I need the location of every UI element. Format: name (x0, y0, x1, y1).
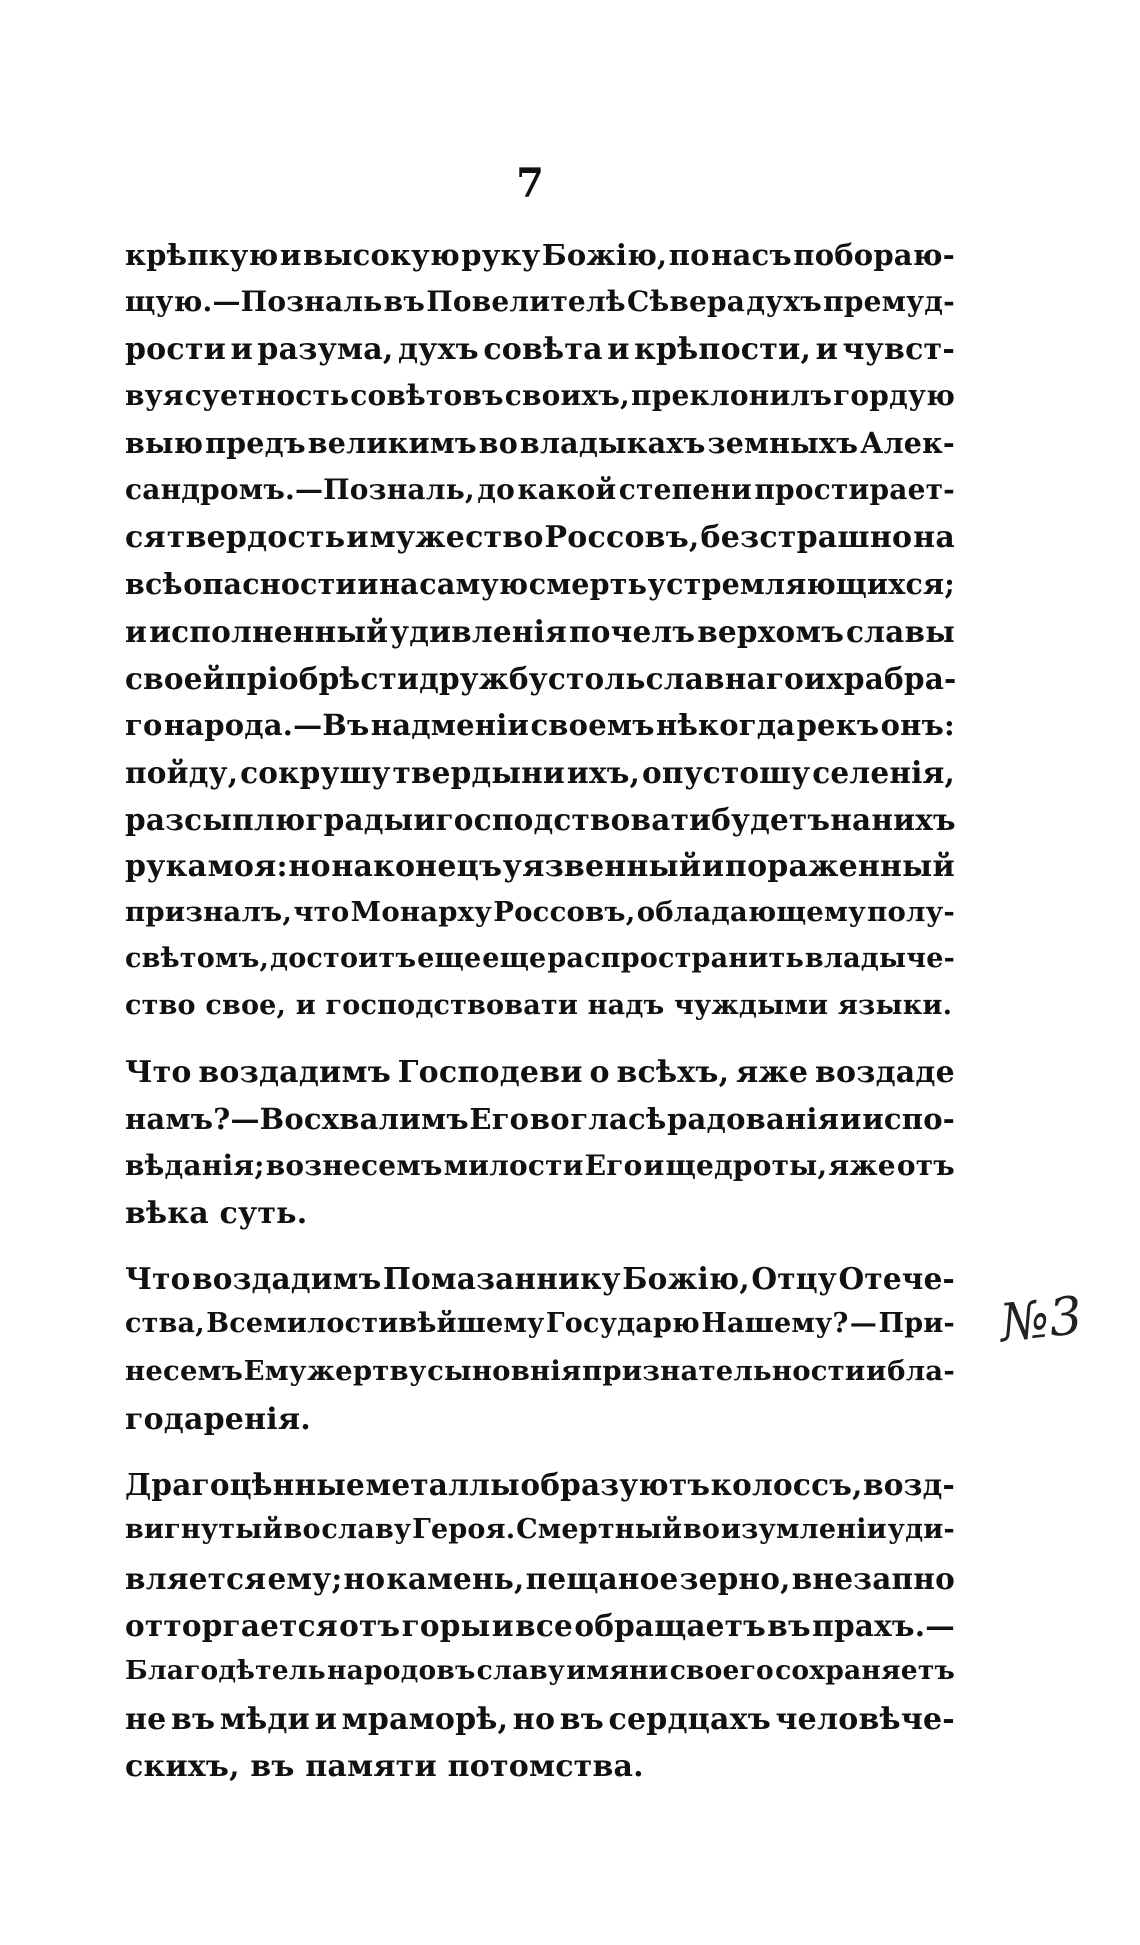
word: опустошу (642, 755, 811, 790)
word: Ему (243, 1355, 307, 1387)
word: вѣданія; (125, 1149, 265, 1182)
text-line (125, 1467, 955, 1514)
word: мѣди (219, 1702, 311, 1737)
word: и (804, 661, 827, 696)
word: уди- (887, 1514, 955, 1545)
word: образуютъ (520, 1467, 711, 1502)
word: премуд- (823, 285, 955, 318)
paragraph-gap (125, 1037, 955, 1055)
word: Героя. (412, 1514, 516, 1545)
word: народовъ (327, 1655, 476, 1686)
word: бла- (887, 1355, 955, 1387)
word: и (314, 1702, 338, 1737)
word: будетъ (711, 802, 831, 837)
word: и (643, 1149, 665, 1182)
word: владыче- (804, 943, 955, 974)
word: и (607, 332, 630, 367)
word: въ (559, 1702, 604, 1737)
text-line (125, 567, 955, 614)
text-line (125, 708, 955, 755)
word: Государю (545, 1308, 700, 1339)
text-line (125, 1055, 955, 1102)
paragraph-gap (125, 1243, 955, 1261)
word: въ (383, 285, 426, 318)
word: дружбу (419, 661, 548, 696)
text-line: вѣка суть. (125, 1196, 308, 1231)
word: отъ (339, 1608, 401, 1643)
text-line (125, 520, 955, 567)
word: народа.—Въ (163, 708, 370, 742)
word: вляется (125, 1561, 267, 1596)
text-line (125, 1102, 955, 1149)
word: Его (584, 1149, 643, 1182)
word: твердыни (392, 755, 565, 790)
word: изумленіи (720, 1514, 887, 1545)
word: уязвенный (502, 849, 702, 884)
word: въ (767, 1608, 811, 1643)
word: нѣкогда (656, 708, 796, 742)
word: всѣ (125, 567, 183, 601)
word: какой (517, 473, 617, 506)
word: яже (828, 1149, 896, 1182)
text-line (125, 661, 955, 708)
text-line (125, 849, 955, 896)
word: степени (618, 473, 752, 506)
word: Смертный (516, 1514, 683, 1545)
word: и (357, 567, 379, 601)
word: — (849, 1308, 878, 1339)
word: признательности (582, 1355, 866, 1387)
word: на (379, 567, 419, 601)
text-line: годаренія. (125, 1402, 311, 1437)
word: мужество (369, 520, 544, 555)
word: еще (482, 943, 547, 974)
word: удивленія (390, 614, 568, 649)
word: селенія, (812, 755, 955, 790)
word: несемъ (125, 1355, 244, 1387)
word: ихъ, (566, 755, 641, 790)
word: и (279, 238, 302, 272)
word: духъ (746, 285, 822, 318)
word: почелъ (569, 614, 696, 649)
word: чувст- (842, 332, 955, 367)
word: Всемилостивѣйшему (206, 1308, 545, 1339)
text-line (125, 426, 955, 473)
word: воздаде (815, 1055, 955, 1090)
word: славы (846, 614, 955, 649)
word: Божію, (622, 1261, 750, 1296)
word: радованія (667, 1102, 840, 1136)
word: сохраняетъ (775, 1655, 955, 1686)
word: суетность (184, 379, 350, 412)
word: и (413, 802, 436, 837)
word: воздадимъ (198, 1055, 391, 1090)
word: и (125, 614, 148, 649)
word: опасности (183, 567, 357, 601)
word: пойду, (125, 755, 239, 790)
word: Его (469, 1102, 530, 1136)
word: рости (125, 332, 227, 367)
word: колоссъ, (710, 1467, 863, 1502)
word: вуя (125, 379, 184, 412)
text-line: скихъ, въ памяти потомства. (125, 1749, 644, 1784)
word: щую.—Позналь (125, 285, 383, 318)
word: преклонилъ (631, 379, 833, 412)
word: имяни (566, 1655, 669, 1686)
word: во (682, 1514, 721, 1545)
word: Нашему? (701, 1308, 849, 1339)
word: внезапно (791, 1561, 955, 1596)
word: верхомъ (697, 614, 845, 649)
word: великимъ (307, 426, 477, 460)
word: металлы (365, 1467, 520, 1502)
body-text (125, 238, 955, 1796)
word: на (913, 520, 955, 555)
text-line (125, 1561, 955, 1608)
word: что (293, 896, 350, 928)
word: мраморѣ, (341, 1702, 509, 1737)
word: своей (125, 661, 225, 696)
word: сердцахъ (608, 1702, 771, 1737)
word: намъ?—Восхвалимъ (125, 1102, 469, 1136)
text-line (125, 1608, 955, 1655)
word: При- (878, 1308, 955, 1339)
word: всѣхъ, (616, 1055, 730, 1090)
word: распространить (547, 943, 804, 974)
handwritten-margin-note: №3 (997, 1285, 1086, 1355)
word: и (815, 332, 839, 367)
word: Благодѣтель (125, 1655, 326, 1686)
word: все (515, 1608, 573, 1643)
word: сыновнія (427, 1355, 582, 1387)
word: и (701, 849, 725, 884)
word: наконецъ (331, 849, 503, 884)
word: своего (669, 1655, 774, 1686)
word: прахъ.— (812, 1608, 955, 1643)
word: Божію, (541, 238, 668, 272)
word: вознесемъ (265, 1149, 443, 1182)
word: рекъ (796, 708, 880, 742)
word: яже (736, 1055, 809, 1090)
word: ся (125, 520, 166, 555)
word: славнаго (645, 661, 804, 696)
word: Алек- (860, 426, 955, 460)
word: отъ (896, 1149, 955, 1182)
word: отторгается (125, 1608, 338, 1643)
word: разума, (257, 332, 394, 367)
paragraph (125, 1261, 955, 1449)
word: Что (125, 1055, 192, 1090)
word: ему; (267, 1561, 343, 1596)
word: славу (476, 1655, 566, 1686)
word: простирает- (754, 473, 955, 506)
word: совѣтовъ (350, 379, 504, 412)
word: Что (125, 1261, 191, 1296)
word: господствовати (435, 802, 712, 837)
word: руку (461, 238, 541, 272)
text-line (125, 896, 955, 943)
word: свѣтомъ, (125, 943, 270, 974)
word: еще (417, 943, 482, 974)
word: и (346, 520, 369, 555)
word: побораю- (793, 238, 955, 272)
word: земныхъ (707, 426, 859, 460)
word: жертву (307, 1355, 427, 1387)
word: храбра- (826, 661, 957, 696)
word: славу (321, 1514, 412, 1545)
word: во (529, 1102, 570, 1136)
word: своемъ (530, 708, 655, 742)
word: до (477, 473, 515, 506)
word: воздадимъ (192, 1261, 382, 1296)
word: призналъ, (125, 896, 293, 928)
word: Россовъ, (544, 520, 700, 555)
text-line (125, 379, 955, 426)
word: пріобрѣсти (224, 661, 420, 696)
word: но (512, 1702, 556, 1737)
word: ства, (125, 1308, 205, 1339)
text-line (125, 473, 955, 520)
word: испо- (862, 1102, 955, 1136)
word: онъ: (880, 708, 955, 742)
word: устремляющихся; (647, 567, 955, 601)
word: исполненный (149, 614, 389, 649)
word: во (283, 1514, 321, 1545)
text-line (125, 614, 955, 661)
word: высокую (303, 238, 460, 272)
word: совѣта (483, 332, 603, 367)
word: но (288, 849, 331, 884)
word: во (478, 426, 518, 460)
word: Отцу (751, 1261, 837, 1296)
word: духъ (397, 332, 479, 367)
word: насъ (711, 238, 792, 272)
paragraph (125, 238, 955, 1037)
word: милости (443, 1149, 584, 1182)
text-line (125, 1308, 955, 1355)
text-line (125, 332, 955, 379)
word: Россовъ, (493, 896, 636, 928)
word: владыкахъ (519, 426, 706, 460)
word: въ (171, 1702, 216, 1737)
word: выю (125, 426, 204, 460)
word: своихъ, (504, 379, 630, 412)
word: человѣче- (775, 1702, 955, 1737)
word: на (830, 802, 872, 837)
word: предъ (205, 426, 306, 460)
word: надменіи (370, 708, 530, 742)
word: обладающему (636, 896, 866, 928)
text-line (125, 285, 955, 332)
word: крѣпкую (125, 238, 279, 272)
word: пещаное (525, 1561, 679, 1596)
word: Драгоцѣнные (125, 1467, 365, 1502)
text-line: ство свое, и господствовати надъ чуждыми языки. (125, 990, 953, 1021)
word: Повелителѣ (426, 285, 626, 318)
paragraph-gap (125, 1449, 955, 1467)
text-line (125, 1261, 955, 1308)
text-line (125, 1514, 955, 1561)
word: грады (305, 802, 414, 837)
word: зерно, (679, 1561, 791, 1596)
word: о (589, 1055, 610, 1090)
text-line (125, 238, 955, 285)
word: разсыплю (125, 802, 306, 837)
word: достоитъ (270, 943, 417, 974)
word: по (668, 238, 710, 272)
word: но (343, 1561, 386, 1596)
word: и (230, 332, 253, 367)
word: го (125, 708, 163, 742)
text-line (125, 943, 955, 990)
text-line (125, 1355, 955, 1402)
paragraph (125, 1467, 955, 1796)
word: столь (547, 661, 646, 696)
word: смерть (528, 567, 648, 601)
word: полу- (867, 896, 955, 928)
text-line (125, 1702, 955, 1749)
word: самую (419, 567, 529, 601)
word: камень, (386, 1561, 525, 1596)
word: вигнутый (125, 1514, 283, 1545)
word: гордую (833, 379, 955, 412)
word: возд- (863, 1467, 955, 1502)
text-line (125, 1655, 955, 1702)
word: моя: (207, 849, 288, 884)
paragraph (125, 1055, 955, 1243)
word: пораженный (724, 849, 955, 884)
word: Господеви (397, 1055, 583, 1090)
word: сандромъ.—Позналь, (125, 473, 475, 506)
text-line (125, 802, 955, 849)
word: Монарху (350, 896, 493, 928)
word: сокрушу (240, 755, 391, 790)
text-line (125, 755, 955, 802)
word: и (839, 1102, 862, 1136)
word: рука (125, 849, 208, 884)
word: Отече- (838, 1261, 955, 1296)
word: обращаетъ (574, 1608, 766, 1643)
word: гласѣ (570, 1102, 667, 1136)
word: горы (401, 1608, 491, 1643)
word: Помазаннику (383, 1261, 621, 1296)
word: и (866, 1355, 887, 1387)
word: крѣпости, (634, 332, 812, 367)
word: Сѣвера (626, 285, 746, 318)
word: и (491, 1608, 514, 1643)
word: безстрашно (700, 520, 913, 555)
word: нихъ (871, 802, 956, 837)
page-number: 7 (516, 160, 544, 207)
word: щедроты, (665, 1149, 828, 1182)
word: твердость (166, 520, 346, 555)
word: не (125, 1702, 167, 1737)
text-line (125, 1149, 955, 1196)
